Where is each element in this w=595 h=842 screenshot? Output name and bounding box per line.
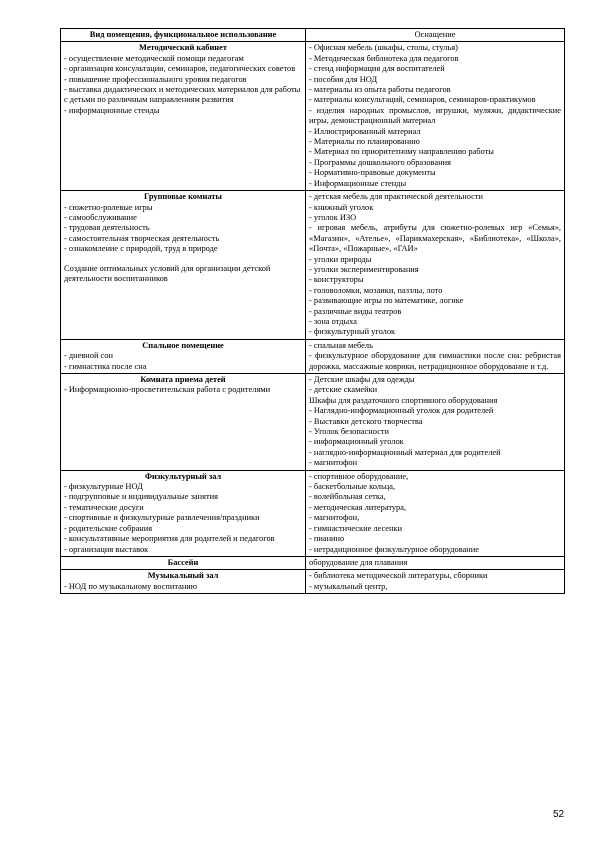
equipment-item: - волейбольная сетка, [309, 492, 386, 502]
table-header-row [61, 29, 565, 42]
room-cell [61, 374, 306, 471]
table-row [61, 191, 565, 340]
equipment-item: оборудование для плавания [309, 557, 408, 567]
room-function-item: - НОД по музыкальному воспитанию [64, 581, 198, 591]
room-function-item: - тематические досуги [64, 502, 144, 512]
equipment-item: - детская мебель для практической деятельности [309, 192, 484, 202]
equipment-item: - гимнастические лесенки [309, 523, 403, 533]
equipment-item: - Материал по приоритетному направлению работы [309, 147, 494, 157]
equipment-item: - стенд информация для воспитателей [309, 64, 445, 74]
equipment-item: - наглядно-информационный материал для родителей [309, 447, 501, 457]
equipment-cell [306, 470, 565, 556]
equipment-item: Шкафы для раздаточного спортивного оборудования [309, 395, 498, 405]
equipment-item: - Иллюстрированный материал [309, 126, 421, 136]
equipment-item: - Нормативно-правовые документы [309, 168, 436, 178]
equipment-item: - головоломки, мозаики, паззлы, лото [309, 285, 443, 295]
equipment-item: - Уголок безопасности [309, 427, 389, 437]
room-function-item: - самостоятельная творческая деятельность [64, 233, 220, 243]
equipment-item: - музыкальный центр, [309, 581, 388, 591]
room-cell [61, 556, 306, 569]
equipment-item: - физкультурный уголок [309, 327, 396, 337]
header-equipment: Оснащение [306, 29, 565, 42]
room-title: Физкультурный зал [144, 471, 222, 481]
table-row [61, 339, 565, 373]
equipment-cell [306, 556, 565, 569]
room-title: Комната приема детей [140, 375, 226, 384]
equipment-item: - нетрадиционное физкультурное оборудование [309, 544, 479, 554]
equipment-item: - развивающие игры по математике, логике [309, 296, 464, 306]
room-function-item: - Информационно-просветительская работа с родителями [64, 385, 271, 395]
equipment-item: - Наглядно-информационный уголок для родителей [309, 406, 494, 416]
equipment-item: - методическая литература, [309, 502, 407, 512]
equipment-item: - Выставки детского творчества [309, 416, 423, 426]
room-function-item: - самообслуживание [64, 212, 137, 222]
room-function-item: - консультативные мероприятия для родителей и педагогов [64, 534, 275, 544]
equipment-cell [306, 570, 565, 594]
room-function-item [64, 255, 302, 264]
equipment-item: - баскетбольные кольца, [309, 482, 396, 492]
room-function-item: Создание оптимальных условий для организации детской деятельности воспитанников [64, 263, 271, 283]
equipment-item: - физкультурное оборудование для гимнастики после сна: ребристая дорожка, массажные коврики, нетрадиционное оборудование и т.д. [309, 351, 561, 371]
room-function-item: - спортивные и физкультурные развлечения/праздники [64, 513, 260, 523]
room-cell [61, 42, 306, 191]
room-title: Бассейн [167, 557, 199, 567]
room-cell [61, 570, 306, 594]
page-number: 52 [553, 809, 565, 820]
table-row [61, 570, 565, 594]
equipment-cell [306, 42, 565, 191]
room-title: Методический кабинет [139, 43, 227, 53]
room-function-item: - физкультурные НОД [64, 482, 143, 492]
equipment-cell [306, 339, 565, 373]
equipment-item: - Программы дошкольного образования [309, 157, 451, 167]
equipment-item: - магнитофон [309, 458, 358, 468]
equipment-item: - игровая мебель, атрибуты для сюжетно-ролевых игр «Семья», «Магазин», «Ателье», «Парикмахерская», «Библиотека», «Школа», «Почта», «Пожарные», «ГАИ» [309, 223, 561, 254]
room-title: Музыкальный зал [147, 571, 219, 581]
room-title: Групповые комнаты [144, 192, 222, 202]
room-function-item: - ознакомление с природой, труд в природе [64, 244, 218, 254]
equipment-item: - конструкторы [309, 275, 364, 285]
equipment-item: - различные виды театров [309, 306, 402, 316]
equipment-item: - Информационные стенды [309, 178, 407, 188]
equipment-item: - спальная мебель [309, 340, 373, 350]
equipment-cell [306, 374, 565, 471]
equipment-table [60, 28, 565, 594]
equipment-item: - материалы консультаций, семинаров, семинаров-практикумов [309, 95, 536, 105]
table-row [61, 374, 565, 471]
equipment-item: - библиотека методической литературы, сборники [309, 571, 488, 581]
equipment-item: - детские скамейки [309, 385, 378, 395]
equipment-item: - пособия для НОД [309, 74, 378, 84]
equipment-cell [306, 191, 565, 340]
equipment-item: - спортивное оборудование, [309, 471, 409, 481]
equipment-item: - Методическая библиотека для педагогов [309, 53, 459, 63]
room-function-item: - трудовая деятельность [64, 223, 150, 233]
room-function-item: - дневной сон [64, 351, 113, 361]
equipment-item: - Материалы по планированию [309, 137, 420, 147]
table-row [61, 556, 565, 569]
equipment-item: - материалы из опыта работы педагогов [309, 85, 451, 95]
room-function-item: - повышение профессионального уровня педагогов [64, 74, 247, 84]
room-function-item: - организация выставок [64, 544, 149, 554]
equipment-item: - изделия народных промыслов, игрушки, муляжи, дидактические игры, демонстрационный материал [309, 105, 561, 126]
equipment-item: - пианино [309, 534, 345, 544]
equipment-item: - магнитофон, [309, 513, 360, 523]
room-cell [61, 191, 306, 340]
room-cell [61, 339, 306, 373]
equipment-item: - уголки природы [309, 254, 372, 264]
equipment-item: - Офисная мебель (шкафы, столы, стулья) [309, 43, 458, 53]
room-function-item: - гимнастика после сна [64, 361, 147, 371]
equipment-item: - зона отдыха [309, 316, 357, 326]
equipment-item: - уголки экспериментирования [309, 264, 419, 274]
equipment-item: - Детские шкафы для одежды [309, 375, 415, 384]
room-function-item: - родительские собрания [64, 523, 153, 533]
equipment-item: - уголок ИЗО [309, 212, 357, 222]
equipment-item: - информационный уголок [309, 437, 404, 447]
room-function-item: - осуществление методической помощи педагогам [64, 53, 244, 63]
equipment-item: - книжный уголок [309, 202, 374, 212]
table-row [61, 42, 565, 191]
room-function-item: - сюжетно-ролевые игры [64, 202, 153, 212]
room-function-item: - подгрупповые и индивидуальные занятия [64, 492, 218, 502]
header-room-type: Вид помещения, функциональное использование [61, 29, 306, 42]
room-function-item: - организация консультации, семинаров, педагогических советов [64, 64, 296, 74]
room-cell [61, 470, 306, 556]
table-row [61, 470, 565, 556]
room-function-item: - информационные стенды [64, 105, 160, 115]
room-title: Спальное помещение [142, 340, 224, 350]
room-function-item: - выставка дидактических и методических материалов для работы с детьми по различным направлениям развития [64, 85, 301, 105]
